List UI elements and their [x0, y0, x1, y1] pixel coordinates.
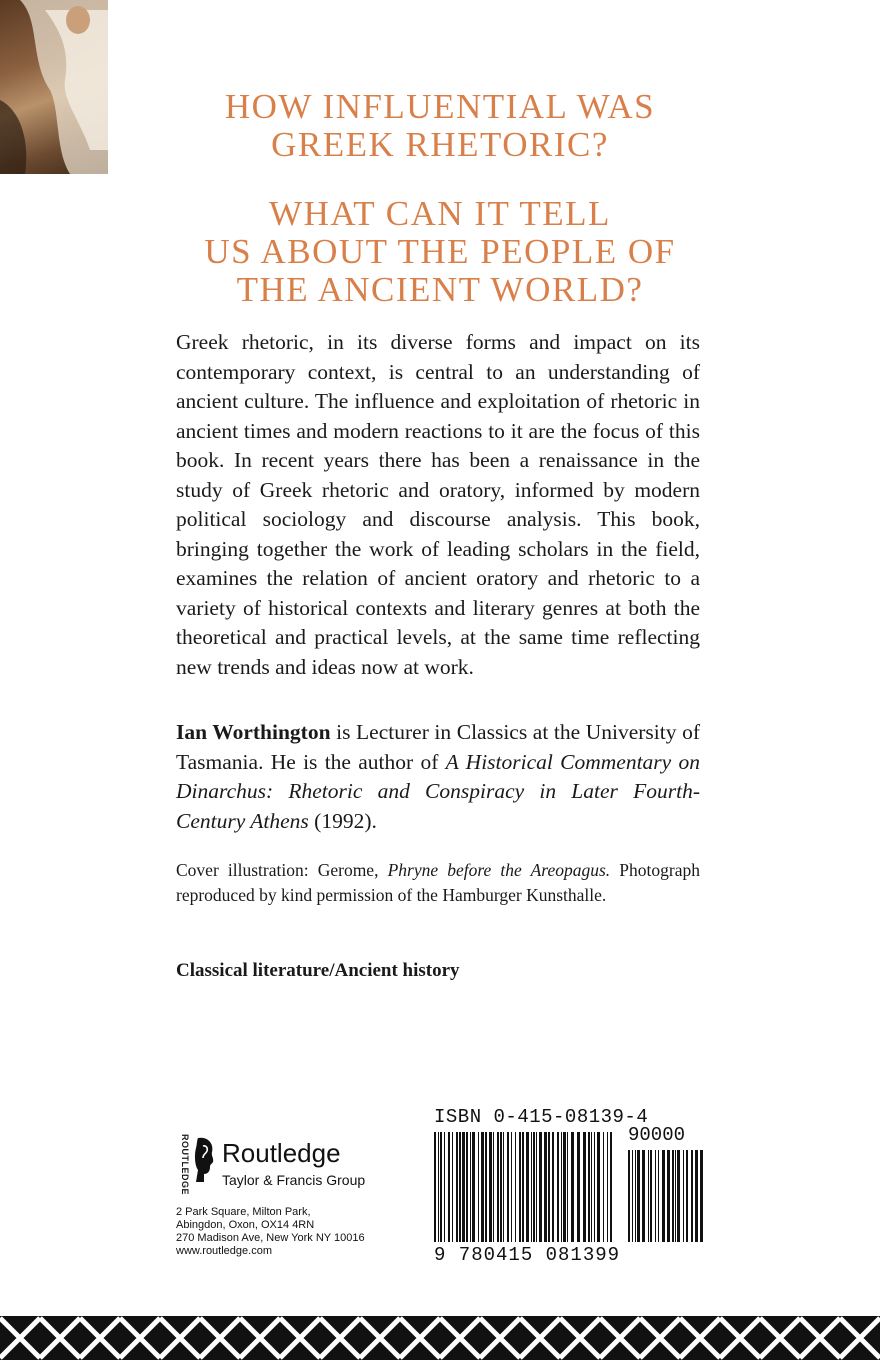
- isbn-barcode: [434, 1132, 614, 1242]
- publisher-address: 2 Park Square, Milton Park, Abingdon, Oxon, OX14 4RN 270 Madison Ave, New York NY 10016 www.routledge.com: [176, 1206, 365, 1257]
- price-code: 90000: [628, 1124, 686, 1146]
- subject-category: Classical literature/Ancient history: [176, 960, 460, 981]
- cover-credit: Cover illustration: Gerome, Phryne before the Areopagus. Photograph reproduced by kind permission of the Hamburger Kunsthalle.: [176, 860, 700, 905]
- ean-number: 9 780415 081399: [434, 1244, 621, 1266]
- publisher-group: Taylor & Francis Group: [222, 1172, 366, 1188]
- book-description: Greek rhetoric, in its diverse forms and impact on its contemporary context, is central to an understanding of ancient culture. The influence and exploitation of rhetoric in ancient times and modern reactions to it are the focus of this book. In recent years there has been a renaissance in the study of Greek rhetoric and oratory, informed by modern political sociology and discourse analysis. This book, bringing together the work of leading scholars in the field, examines the relation of ancient oratory and rhetoric to a variety of historical contexts and literary genres at both the theoretical and practical levels, at the same time reflecting new trends and ideas now at work.: [176, 330, 700, 679]
- isbn-label: ISBN 0-415-08139-4: [434, 1106, 649, 1128]
- author-bio: [176, 718, 700, 836]
- headline-question-1: HOW INFLUENTIAL WAS GREEK RHETORIC?: [224, 87, 656, 164]
- artwork-title: Phryne before the Areopagus.: [387, 860, 611, 880]
- routledge-head-icon: [194, 1136, 216, 1184]
- publisher-logo: [176, 1132, 406, 1196]
- headline-question-2: WHAT CAN IT TELL US ABOUT THE PEOPLE OF THE ANCIENT WORLD?: [204, 194, 676, 309]
- author-name: Ian Worthington: [176, 720, 331, 744]
- publisher-vertical-label: ROUTLEDGE: [180, 1134, 190, 1196]
- author-book-title: A Historical Commentary on Dinarchus: Rhetoric and Conspiracy in Later Fourth-Century Athens: [176, 749, 700, 833]
- author-bio-text: is Lecturer in Classics at the University of Tasmania. He is the author of: [176, 720, 700, 774]
- publisher-name: Routledge: [222, 1138, 341, 1168]
- price-barcode: [628, 1150, 704, 1242]
- decorative-border: [0, 1316, 880, 1360]
- author-book-year: (1992).: [308, 808, 377, 833]
